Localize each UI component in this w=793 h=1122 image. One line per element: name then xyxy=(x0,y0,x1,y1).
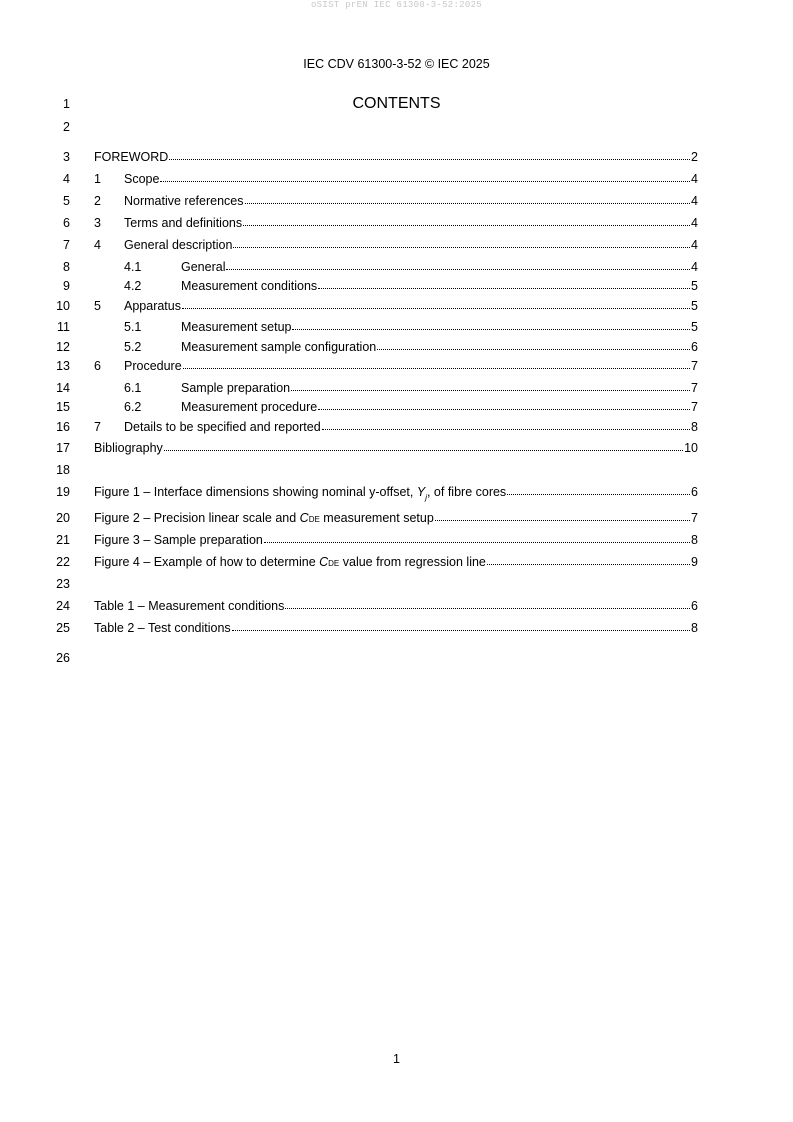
line-number: 9 xyxy=(63,279,70,293)
toc-entry-sample-preparation[interactable] xyxy=(124,380,698,396)
toc-entry-text: Normative references xyxy=(124,194,244,208)
page-number: 1 xyxy=(393,1052,400,1066)
line-number: 20 xyxy=(56,511,70,525)
table-page-number: 6 xyxy=(691,599,698,613)
line-number: 18 xyxy=(56,463,70,477)
line-number: 10 xyxy=(56,299,70,313)
toc-page-number: 5 xyxy=(691,320,698,334)
line-number: 1 xyxy=(63,97,70,111)
dot-leader xyxy=(169,148,690,160)
dot-leader xyxy=(507,483,690,495)
toc-entry-procedure[interactable] xyxy=(94,358,698,374)
toc-entry-text: Measurement procedure xyxy=(181,400,318,414)
toc-section-number: 4 xyxy=(94,238,101,252)
figure-entry-text: Figure 2 – Precision linear scale and CDE measurement setup xyxy=(94,511,434,525)
figure-entry-1[interactable] xyxy=(94,484,698,500)
dot-leader xyxy=(164,439,683,451)
toc-section-number: 6.1 xyxy=(124,381,142,395)
toc-entry-text: FOREWORD xyxy=(94,150,169,164)
dot-leader xyxy=(245,192,691,204)
toc-section-number: 2 xyxy=(94,194,101,208)
line-number: 6 xyxy=(63,216,70,230)
toc-entry-measurement-setup[interactable] xyxy=(124,319,698,335)
line-number: 16 xyxy=(56,420,70,434)
toc-entry-text: Terms and definitions xyxy=(124,216,243,230)
toc-page-number: 6 xyxy=(691,340,698,354)
toc-page-number: 7 xyxy=(691,381,698,395)
figure-page-number: 8 xyxy=(691,533,698,547)
line-number: 24 xyxy=(56,599,70,613)
line-number: 17 xyxy=(56,441,70,455)
toc-entry-text: Details to be specified and reported xyxy=(124,420,321,434)
dot-leader xyxy=(160,170,690,182)
dot-leader xyxy=(233,236,690,248)
toc-entry-measurement-conditions[interactable] xyxy=(124,278,698,294)
watermark: oSIST prEN IEC 61300-3-52:2025 xyxy=(310,0,483,10)
line-number: 14 xyxy=(56,381,70,395)
toc-entry-foreword[interactable] xyxy=(94,149,698,165)
table-entry-text: Table 1 – Measurement conditions xyxy=(94,599,285,613)
toc-page-number: 4 xyxy=(691,172,698,186)
toc-entry-text: Measurement sample configuration xyxy=(181,340,377,354)
toc-section-number: 7 xyxy=(94,420,101,434)
toc-page-number: 4 xyxy=(691,238,698,252)
toc-entry-measurement-procedure[interactable] xyxy=(124,399,698,415)
figure-page-number: 7 xyxy=(691,511,698,525)
line-number: 22 xyxy=(56,555,70,569)
toc-entry-text: Scope xyxy=(124,172,160,186)
dot-leader xyxy=(291,379,690,391)
contents-title: CONTENTS xyxy=(352,95,441,112)
line-number: 5 xyxy=(63,194,70,208)
line-number: 19 xyxy=(56,485,70,499)
figure-entry-4[interactable] xyxy=(94,554,698,570)
line-number: 4 xyxy=(63,172,70,186)
dot-leader xyxy=(232,619,690,631)
toc-section-number: 5 xyxy=(94,299,101,313)
toc-page-number: 2 xyxy=(691,150,698,164)
toc-page-number: 4 xyxy=(691,194,698,208)
toc-entry-text: Procedure xyxy=(124,359,182,373)
toc-entry-apparatus[interactable] xyxy=(94,298,698,314)
toc-page-number: 4 xyxy=(691,216,698,230)
table-entry-1[interactable] xyxy=(94,598,698,614)
figure-entry-text: Figure 1 – Interface dimensions showing nominal y-offset, $Y_j$, of fibre cores xyxy=(94,485,507,502)
toc-page-number: 10 xyxy=(684,441,698,455)
dot-leader xyxy=(292,318,690,330)
line-number: 26 xyxy=(56,651,70,665)
toc-page-number: 4 xyxy=(691,260,698,274)
dot-leader xyxy=(285,597,690,609)
toc-entry-text: Sample preparation xyxy=(181,381,291,395)
toc-page-number: 5 xyxy=(691,279,698,293)
toc-entry-text: Apparatus xyxy=(124,299,181,313)
toc-section-number: 3 xyxy=(94,216,101,230)
line-number: 23 xyxy=(56,577,70,591)
toc-entry-text: Bibliography xyxy=(94,441,163,455)
toc-entry-text: Measurement conditions xyxy=(181,279,318,293)
line-number: 13 xyxy=(56,359,70,373)
dot-leader xyxy=(318,277,690,289)
toc-page-number: 5 xyxy=(691,299,698,313)
toc-page-number: 8 xyxy=(691,420,698,434)
toc-entry-text: General description xyxy=(124,238,233,252)
figure-entry-text: Figure 3 – Sample preparation xyxy=(94,533,263,547)
dot-leader xyxy=(322,418,690,430)
figure-entry-3[interactable] xyxy=(94,532,698,548)
symbol-y: Y xyxy=(416,485,426,499)
line-number: 7 xyxy=(63,238,70,252)
dot-leader xyxy=(226,258,690,270)
toc-entry-text: General xyxy=(181,260,226,274)
toc-page-number: 7 xyxy=(691,400,698,414)
toc-section-number: 1 xyxy=(94,172,101,186)
toc-entry-general[interactable] xyxy=(124,259,698,275)
toc-section-number: 6 xyxy=(94,359,101,373)
line-number: 25 xyxy=(56,621,70,635)
document-header: IEC CDV 61300-3-52 © IEC 2025 xyxy=(303,57,490,71)
symbol-c: C xyxy=(319,555,329,569)
toc-entry-details-to-be-specified[interactable] xyxy=(94,419,698,435)
toc-entry-terms-and-definitions[interactable] xyxy=(94,215,698,231)
toc-entry-general-description[interactable] xyxy=(94,237,698,253)
toc-entry-scope[interactable] xyxy=(94,171,698,187)
table-entry-2[interactable] xyxy=(94,620,698,636)
dot-leader xyxy=(377,338,690,350)
toc-entry-measurement-sample-configuration[interactable] xyxy=(124,339,698,355)
figure-page-number: 6 xyxy=(691,485,698,499)
toc-section-number: 6.2 xyxy=(124,400,142,414)
dot-leader xyxy=(183,357,690,369)
dot-leader xyxy=(243,214,690,226)
line-number: 12 xyxy=(56,340,70,354)
figure-page-number: 9 xyxy=(691,555,698,569)
line-number: 3 xyxy=(63,150,70,164)
line-number: 21 xyxy=(56,533,70,547)
line-number: 15 xyxy=(56,400,70,414)
table-page-number: 8 xyxy=(691,621,698,635)
dot-leader xyxy=(435,509,690,521)
dot-leader xyxy=(264,531,690,543)
table-entry-text: Table 2 – Test conditions xyxy=(94,621,231,635)
line-number: 2 xyxy=(63,120,70,134)
symbol-c: C xyxy=(299,511,309,525)
toc-section-number: 4.1 xyxy=(124,260,142,274)
dot-leader xyxy=(318,398,690,410)
toc-section-number: 5.1 xyxy=(124,320,142,334)
toc-page-number: 7 xyxy=(691,359,698,373)
dot-leader xyxy=(182,297,690,309)
line-number: 11 xyxy=(57,320,70,334)
toc-entry-text: Measurement setup xyxy=(181,320,292,334)
figure-entry-2[interactable] xyxy=(94,510,698,526)
figure-entry-text: Figure 4 – Example of how to determine CDE value from regression line xyxy=(94,555,486,569)
line-number: 8 xyxy=(63,260,70,274)
toc-entry-bibliography[interactable] xyxy=(94,440,698,456)
toc-section-number: 4.2 xyxy=(124,279,142,293)
toc-section-number: 5.2 xyxy=(124,340,142,354)
toc-entry-normative-references[interactable] xyxy=(94,193,698,209)
dot-leader xyxy=(487,553,690,565)
